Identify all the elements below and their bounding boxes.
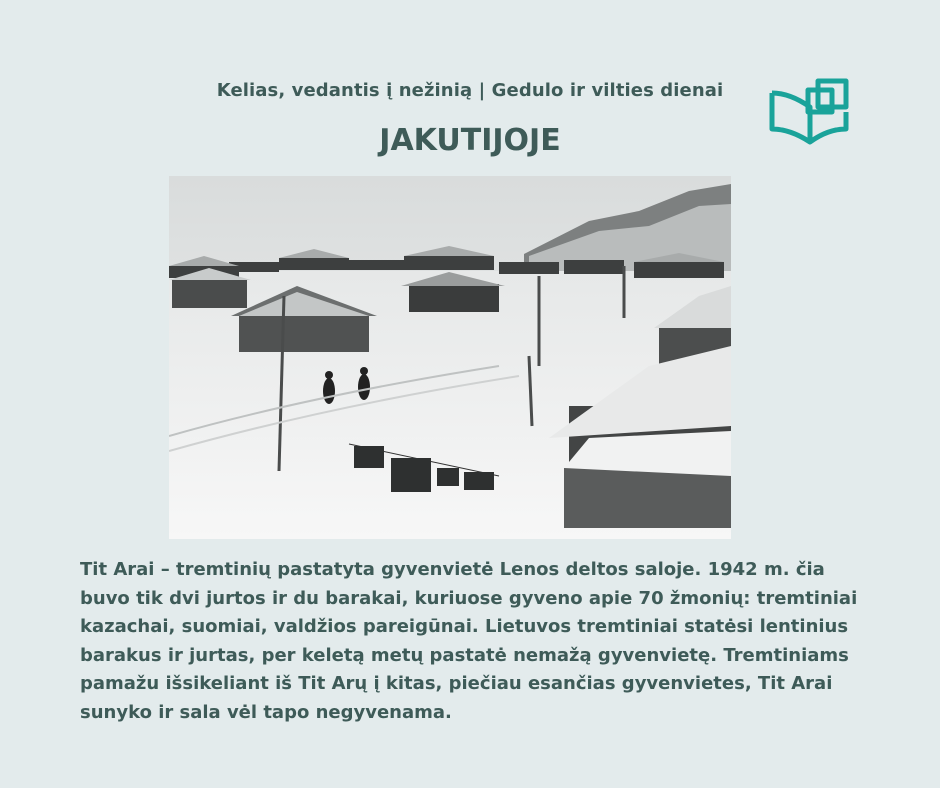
- photo-caption: Tit Arai – tremtinių pastatyta gyvenvietė Lenos deltos saloje. 1942 m. čia buvo tik dvi jurtos ir du barakai, kuriuose gyveno apie 70 žmonių: tremtiniai kazachai, suomiai, valdžios pareigūnai. Lietuvos tremtiniai statėsi lentinius barakus ir jurtas, per keletą metų pastatė nemažą gyvenvietę. Tremtiniams pamažu išsikeliant iš Tit Arų į kitas, piečiau esančias gyvenvietes, Tit Arai sunyko ir sala vėl tapo negyvenama.: [80, 559, 858, 723]
- historical-photo: [169, 176, 731, 539]
- page-title: JAKUTIJOJE: [379, 123, 561, 158]
- open-book-icon: [768, 76, 854, 148]
- page-subtitle: Kelias, vedantis į nežinią | Gedulo ir vilties dienai: [216, 80, 724, 101]
